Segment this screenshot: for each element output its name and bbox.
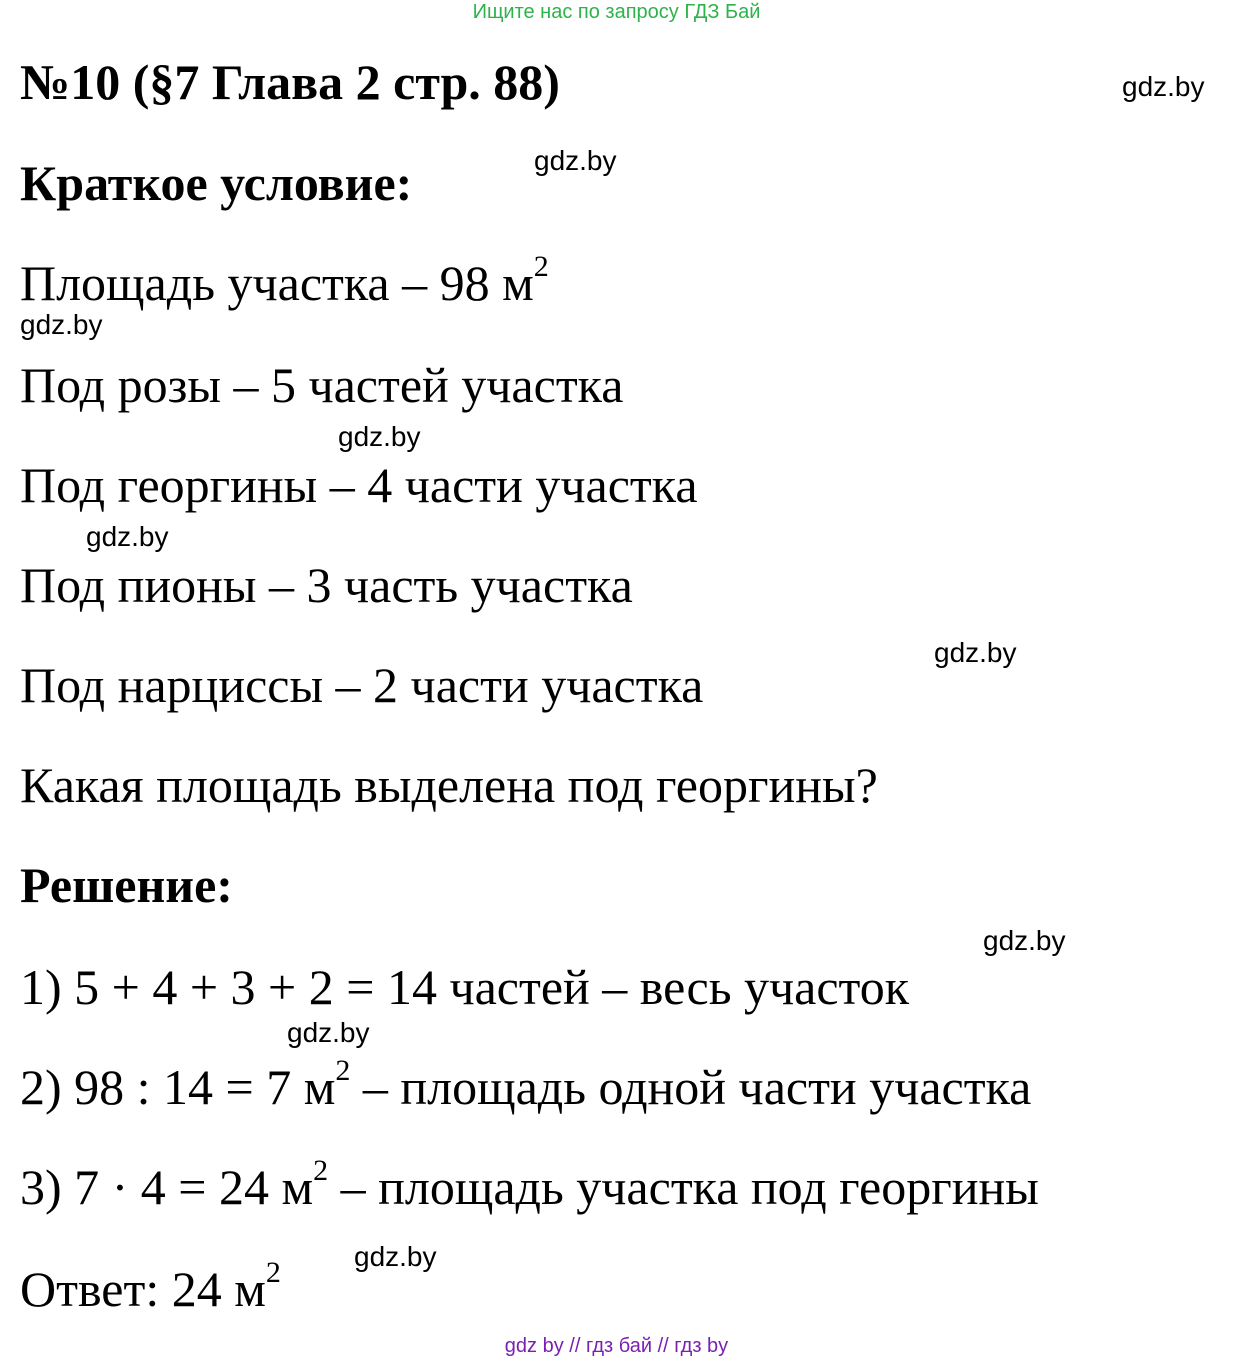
condition-peonies-line: Под пионы – 3 часть участка <box>20 557 633 613</box>
answer-line <box>20 1256 281 1317</box>
solution-step-1: 1) 5 + 4 + 3 + 2 = 14 частей – весь участок <box>20 959 910 1015</box>
condition-area-line <box>20 250 549 311</box>
exponent: 2 <box>313 1154 329 1187</box>
watermark: gdz.by <box>86 521 169 552</box>
condition-question-line: Какая площадь выделена под георгины? <box>20 757 878 813</box>
watermark: gdz.by <box>287 1017 370 1048</box>
footer-links[interactable]: gdz by // гдз бай // гдз by <box>504 1335 729 1357</box>
exponent: 2 <box>533 250 549 283</box>
solution-step-3 <box>20 1154 1039 1215</box>
condition-daffodils-line: Под нарциссы – 2 части участка <box>20 657 704 713</box>
watermark: gdz.by <box>534 145 617 176</box>
solution-step-2-prefix: 2) 98 : 14 = 7 <box>20 1059 304 1115</box>
unit: м <box>234 1261 266 1317</box>
page-title: №10 (§7 Глава 2 стр. 88) <box>20 54 560 110</box>
solution-heading: Решение: <box>20 857 233 913</box>
condition-roses-line: Под розы – 5 частей участка <box>20 357 624 413</box>
top-banner[interactable]: Ищите нас по запросу ГДЗ Бай <box>472 1 761 23</box>
unit: м <box>502 255 534 311</box>
condition-heading: Краткое условие: <box>20 155 413 211</box>
watermark: gdz.by <box>934 637 1017 668</box>
exponent: 2 <box>335 1054 351 1087</box>
solution-step-3-suffix: – площадь участка под георгины <box>328 1159 1039 1215</box>
watermark: gdz.by <box>983 925 1066 956</box>
solution-step-2-suffix: – площадь одной части участка <box>350 1059 1032 1115</box>
watermark: gdz.by <box>1122 71 1205 102</box>
exponent: 2 <box>265 1256 281 1289</box>
unit: м <box>303 1059 336 1115</box>
condition-area-text: Площадь участка – 98 <box>20 255 503 311</box>
watermark: gdz.by <box>354 1241 437 1272</box>
solution-step-3-prefix: 3) 7 · 4 = 24 <box>20 1159 282 1215</box>
unit: м <box>281 1159 314 1215</box>
answer-prefix: Ответ: 24 <box>20 1261 235 1317</box>
watermark: gdz.by <box>20 309 103 340</box>
condition-dahlias-line: Под георгины – 4 части участка <box>20 457 698 513</box>
watermark: gdz.by <box>338 421 421 452</box>
solution-step-2 <box>20 1054 1032 1115</box>
